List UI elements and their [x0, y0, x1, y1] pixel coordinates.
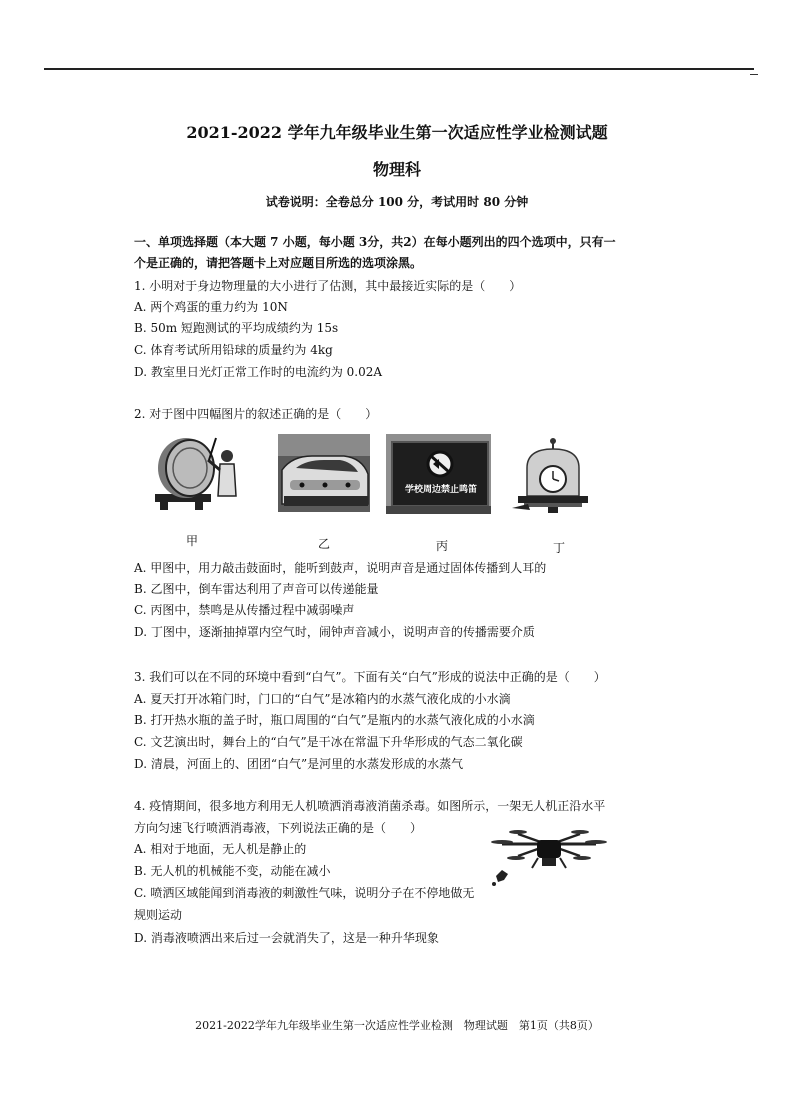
q2-stem: 2. 对于图中四幅图片的叙述正确的是（ ）	[134, 407, 378, 421]
page-footer: 2021-2022学年九年级毕业生第一次适应性学业检测 物理试题 第1页（共8页）	[195, 1019, 599, 1032]
subject-title: 物理科	[372, 160, 421, 179]
figure-ding-bell-jar	[512, 434, 594, 516]
section-header-line1: 一、单项选择题（本大题 7 小题，每小题 3分，共2）在每小题列出的四个选项中，只有一	[134, 235, 616, 249]
figure-bing-sign	[386, 434, 491, 514]
caption-ding: 丁	[553, 541, 566, 555]
q3-option-b: B. 打开热水瓶的盖子时，瓶口周围的“白气”是瓶内的水蒸气液化成的小水滴	[134, 713, 535, 727]
sign-text: 学校周边禁止鸣笛	[404, 485, 477, 495]
q2-option-b: B. 乙图中，倒车雷达利用了声音可以传递能量	[134, 582, 379, 596]
q1-stem: 1. 小明对于身边物理量的大小进行了估测，其中最接近实际的是（ ）	[134, 279, 522, 293]
scan-border-line	[44, 68, 754, 70]
caption-yi: 乙	[318, 537, 331, 551]
section-header-line2: 个是正确的，请把答题卡上对应题目所选的选项涂黑。	[134, 256, 423, 270]
exam-note: 试卷说明：全卷总分 100 分，考试用时 80 分钟	[265, 195, 529, 209]
q4-stem-line1: 4. 疫情期间，很多地方利用无人机喷洒消毒液消菌杀毒。如图所示，一架无人机正沿水平	[134, 799, 606, 813]
q4-option-b: B. 无人机的机械能不变，动能在减小	[134, 864, 331, 878]
q1-option-d: D. 教室里日光灯正常工作时的电流约为 0.02A	[134, 365, 383, 379]
q4-stem-line2: 方向匀速飞行喷洒消毒液，下列说法正确的是（ ）	[134, 821, 423, 835]
q2-option-a: A. 甲图中，用力敲击鼓面时，能听到鼓声，说明声音是通过固体传播到人耳的	[134, 561, 547, 575]
q4-option-a: A. 相对于地面，无人机是静止的	[134, 842, 307, 856]
q2-option-d: D. 丁图中，逐渐抽掉罩内空气时，闹钟声音减小，说明声音的传播需要介质	[134, 625, 535, 639]
q2-option-c: C. 丙图中，禁鸣是从传播过程中减弱噪声	[134, 603, 355, 617]
q4-option-c-cont: 规则运动	[134, 908, 183, 922]
q1-option-c: C. 体育考试所用铅球的质量约为 4kg	[134, 343, 333, 357]
figure-yi-car	[278, 434, 370, 512]
exam-title: 2021-2022 学年九年级毕业生第一次适应性学业检测试题	[186, 123, 608, 142]
caption-jia: 甲	[186, 534, 199, 548]
q4-option-d: D. 消毒液喷洒出来后过一会就消失了，这是一种升华现象	[134, 931, 439, 945]
q3-option-c: C. 文艺演出时，舞台上的“白气”是干冰在常温下升华形成的气态二氧化碳	[134, 735, 523, 749]
q1-option-a: A. 两个鸡蛋的重力约为 10N	[134, 300, 288, 314]
q3-option-d: D. 清晨，河面上的、团团“白气”是河里的水蒸发形成的水蒸气	[134, 757, 464, 771]
scan-border-tick	[750, 74, 758, 75]
figure-jia-drum	[150, 432, 242, 512]
figure-drone	[488, 826, 610, 890]
q4-option-c: C. 喷洒区域能闻到消毒液的刺激性气味，说明分子在不停地做无	[134, 886, 475, 900]
caption-bing: 丙	[436, 539, 449, 553]
q3-option-a: A. 夏天打开冰箱门时，门口的“白气”是冰箱内的水蒸气液化成的小水滴	[134, 692, 511, 706]
q3-stem: 3. 我们可以在不同的环境中看到“白气”。下面有关“白气”形成的说法中正确的是（ ）	[134, 670, 606, 684]
q1-option-b: B. 50m 短跑测试的平均成绩约为 15s	[134, 321, 339, 335]
